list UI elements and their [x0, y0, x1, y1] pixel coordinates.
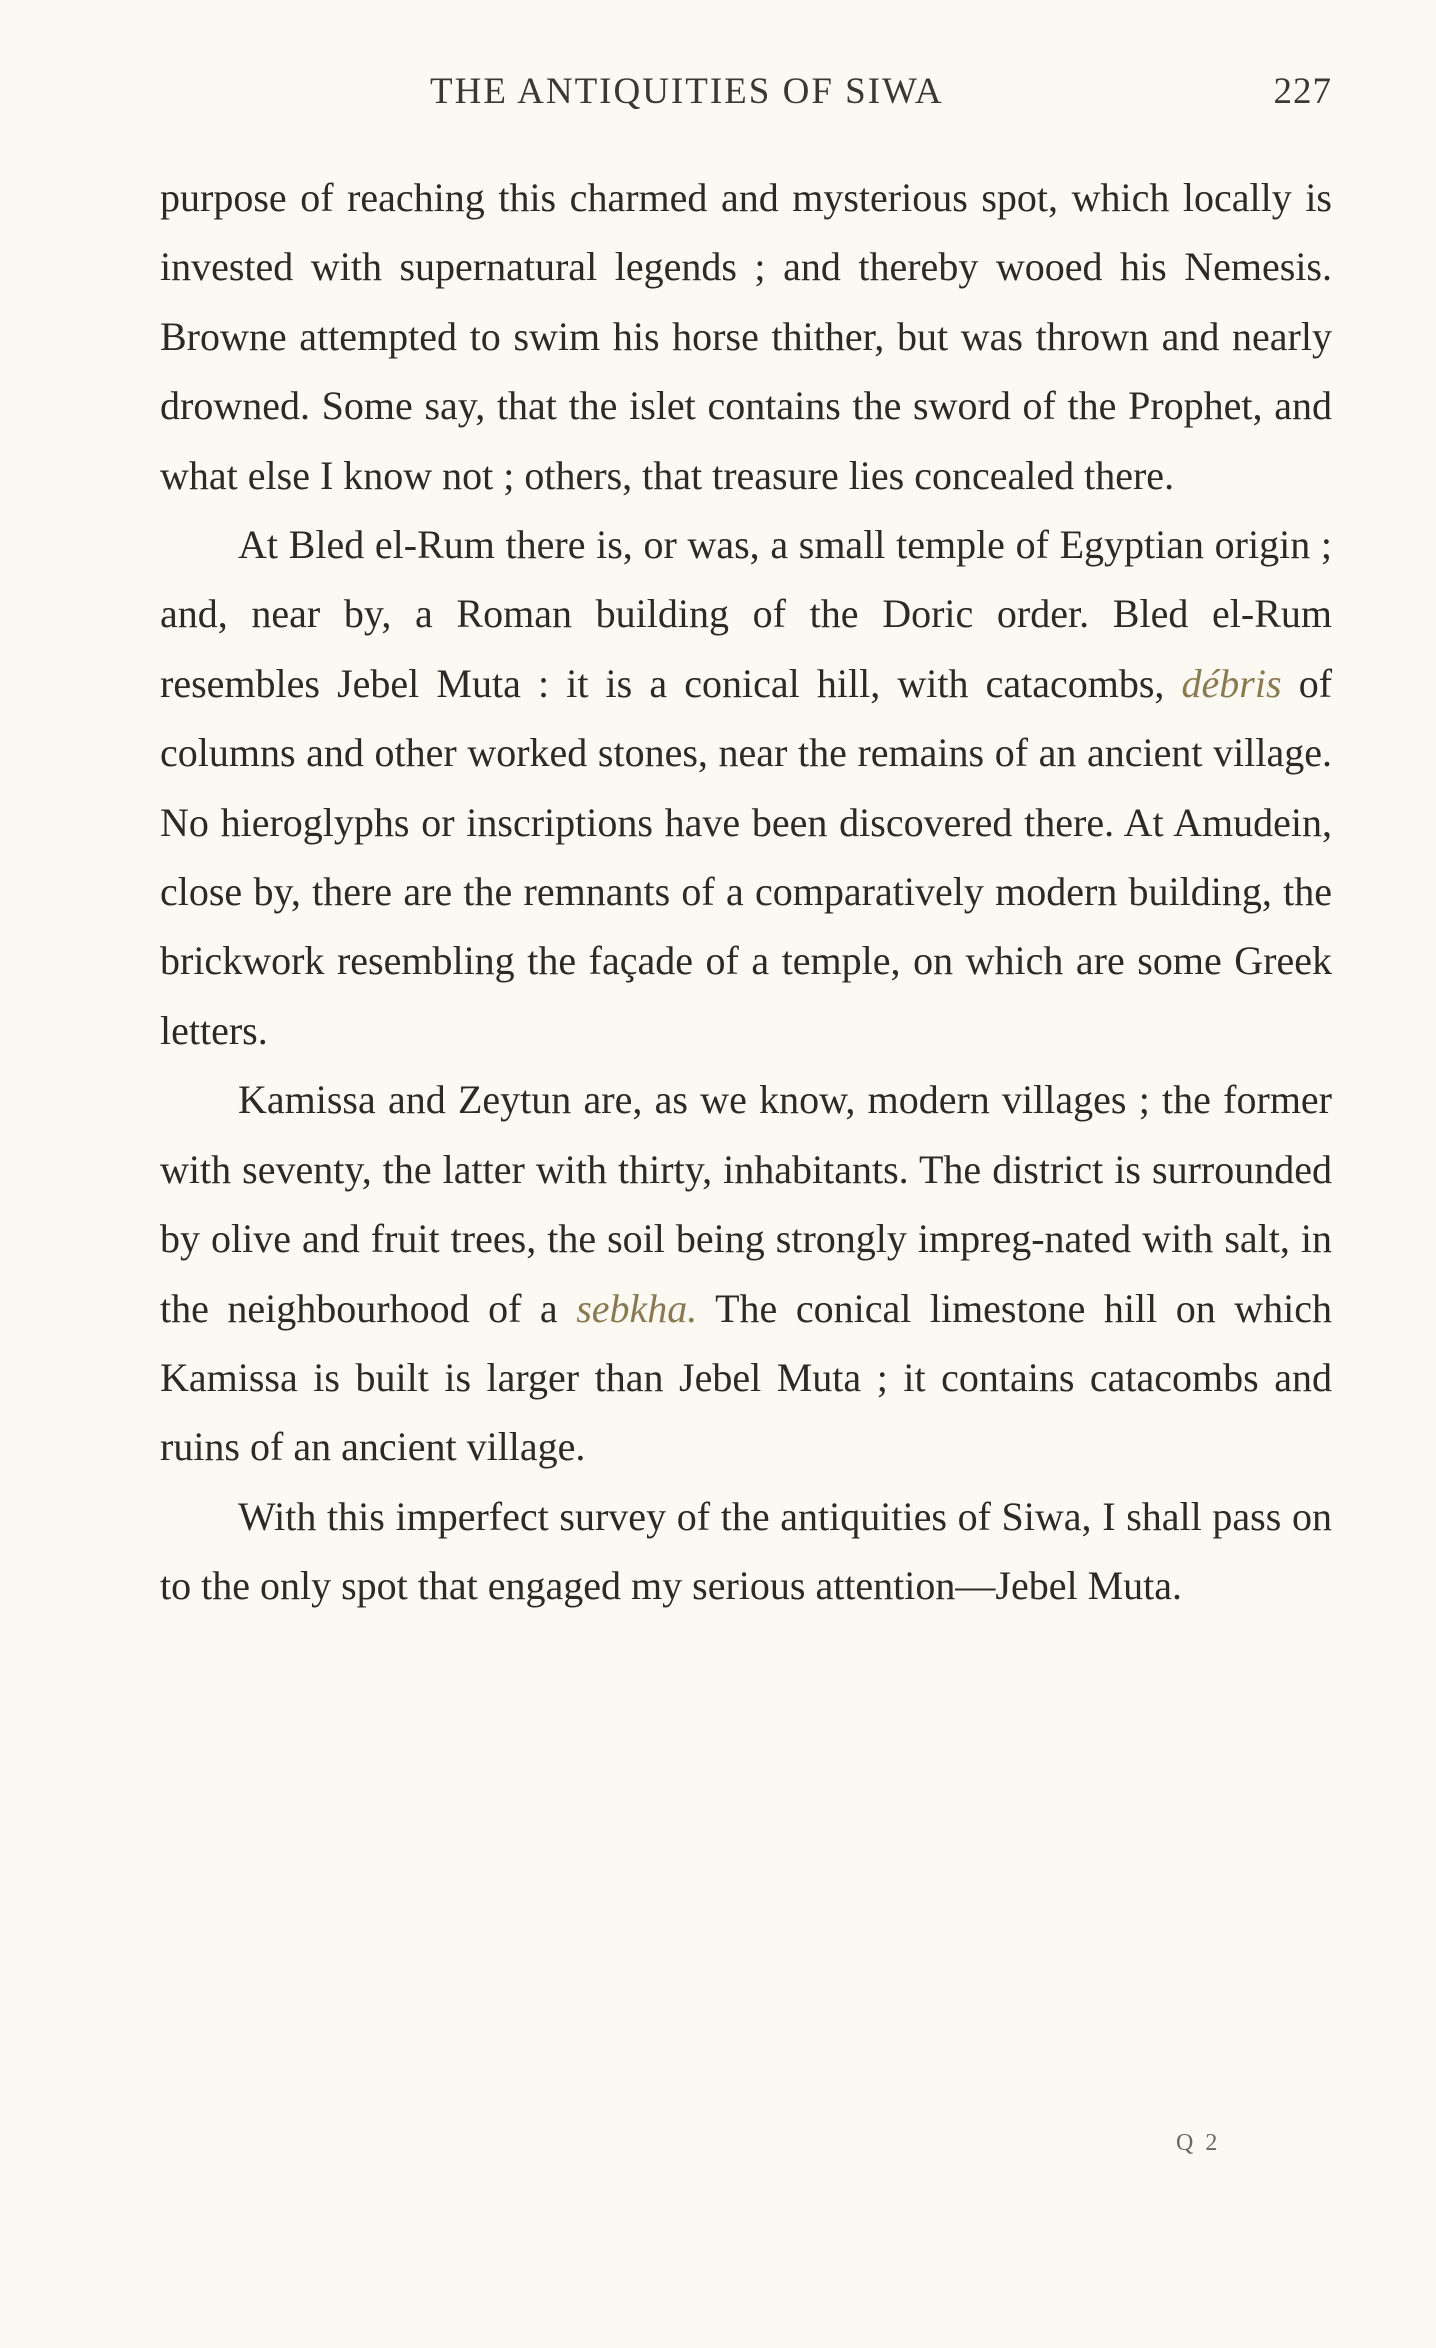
paragraph-1-text: purpose of reaching this charmed and mysterious spot, which locally is invested with supernatural legends ; and thereby wooed his Nemesis. Browne attempted to swim his horse thither, but was thrown and nearly drowned. Some say, that the islet contains the sword of the Prophet, and what else I know not ; others, that treasure lies concealed there. — [160, 175, 1332, 498]
paragraph-2-text-a: At Bled el-Rum there is, or was, a small temple of Egyptian origin ; and, near by, a Roman building of the Doric order. Bled el-Rum resembles Jebel Muta : it is a conical hill, with catacombs, — [160, 522, 1332, 706]
page-number: 227 — [1273, 71, 1332, 112]
paragraph-2 — [160, 510, 1332, 1065]
paragraph-1 — [160, 163, 1332, 510]
paragraph-3-text-a: Kamissa and Zeytun are, as we know, modern villages ; the former with seventy, the latter with thirty, inhabitants. The district is surrounded by olive and fruit trees, the soil being strongly impreg-nated with salt, in the neighbourhood of a — [160, 1077, 1332, 1331]
paragraph-2-text-b: of columns and other worked stones, near the remains of an ancient village. No hieroglyphs or inscriptions have been discovered there. At Amudein, close by, there are the remnants of a comparatively modern building, the brickwork resembling the façade of a temple, on which are some Greek letters. — [160, 660, 1333, 1053]
paragraph-4 — [160, 1482, 1332, 1621]
running-head — [160, 70, 1332, 120]
paragraph-4-text: With this imperfect survey of the antiquities of Siwa, I shall pass on to the only spot that engaged my serious attention—Jebel Muta. — [160, 1493, 1332, 1609]
paragraph-3 — [160, 1065, 1332, 1481]
italic-debris: débris — [1181, 660, 1282, 706]
italic-sebkha: sebkha. — [576, 1285, 698, 1331]
signature-mark: Q 2 — [1176, 2130, 1221, 2156]
body-text — [160, 163, 1332, 1621]
paragraph-3-text-b: The conical limestone hill on which Kamissa is built is larger than Jebel Muta ; it contains catacombs and ruins of an ancient village. — [160, 1285, 1333, 1470]
running-title: THE ANTIQUITIES OF SIWA — [430, 71, 944, 112]
